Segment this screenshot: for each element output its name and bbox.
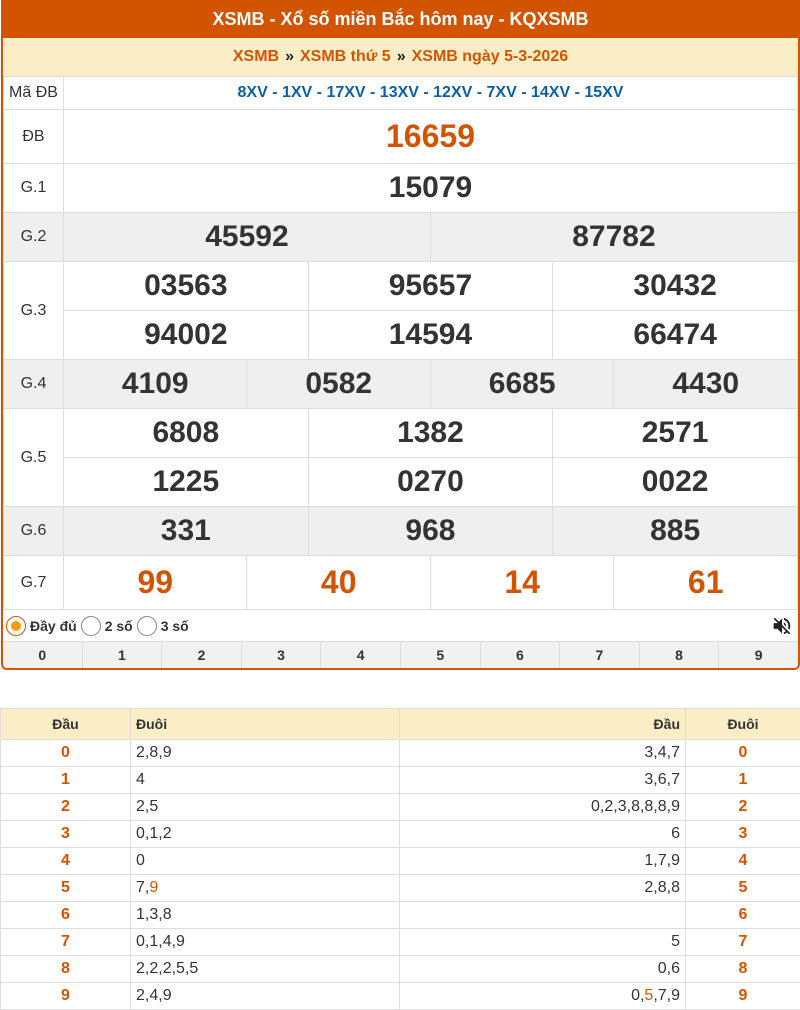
page-title: XSMB - Xổ số miền Bắc hôm nay - KQXSMB [3,0,798,38]
loto-header-duoi: Đuôi [686,709,800,740]
prize-number: 14594 [308,311,553,360]
loto-duoi: 5 [686,875,800,902]
prize-row-g1 [4,164,798,213]
loto-duoi-values [131,875,400,902]
loto-dau-values: 5 [400,929,686,956]
prize-number: 87782 [430,213,797,262]
loto-dau-values: 6 [400,821,686,848]
prize-row-g4 [4,360,798,409]
prize-number: 14 [430,556,613,610]
digit-filter-0[interactable]: 0 [3,642,83,669]
prize-number: 331 [64,507,309,556]
prize-number: 99 [64,556,247,610]
breadcrumb-link-date[interactable]: XSMB ngày 5-3-2026 [411,48,569,65]
loto-duoi-values: 0,1,4,9 [131,929,400,956]
digit-filter-2[interactable]: 2 [162,642,242,669]
prize-row-g5b [4,458,798,507]
prize-label: G.1 [4,164,64,213]
lottery-result-box [1,0,800,670]
prize-number: 66474 [553,311,798,360]
special-code-row [4,77,798,110]
digit-filter-3[interactable]: 3 [242,642,322,669]
loto-header-row [1,709,800,740]
prize-row-g5 [4,409,798,458]
breadcrumb-link-xsmb[interactable]: XSMB [232,48,280,65]
prize-label: G.5 [4,409,64,507]
loto-duoi: 4 [686,848,800,875]
loto-header-duoi: Đuôi [131,709,400,740]
prize-number: 0270 [308,458,553,507]
radio-3-digits[interactable] [137,616,189,636]
prize-number: 61 [614,556,798,610]
number-part: 7, [136,879,150,896]
loto-duoi-values: 2,8,9 [131,740,400,767]
prize-number: 40 [247,556,430,610]
prize-number: 45592 [64,213,431,262]
digit-filter-6[interactable]: 6 [481,642,561,669]
loto-dau: 8 [1,956,131,983]
highlighted-number: 5 [644,987,654,1004]
loto-header-dau: Đầu [1,709,131,740]
prize-number: 94002 [64,311,309,360]
loto-row [1,821,800,848]
loto-dau-values: 0,2,3,8,8,8,9 [400,794,686,821]
prize-number: 4430 [614,360,798,409]
number-part: 0, [631,987,645,1004]
prize-label: G.7 [4,556,64,610]
breadcrumb-link-thu5[interactable]: XSMB thứ 5 [300,48,391,65]
digit-filter-7[interactable]: 7 [560,642,640,669]
display-options-bar [3,610,798,642]
prize-number: 0022 [553,458,798,507]
prize-number: 03563 [64,262,309,311]
loto-duoi: 2 [686,794,800,821]
loto-row [1,983,800,1010]
prize-label: G.2 [4,213,64,262]
loto-dau-values: 3,6,7 [400,767,686,794]
prize-number: 1225 [64,458,309,507]
loto-dau: 7 [1,929,131,956]
radio-full[interactable] [6,616,77,636]
radio-full-circle[interactable] [6,616,26,636]
loto-row [1,794,800,821]
loto-duoi: 0 [686,740,800,767]
prize-number: 30432 [553,262,798,311]
breadcrumb-separator: » [285,48,294,65]
loto-row [1,929,800,956]
radio-3-digits-label: 3 số [160,617,189,634]
prize-number: 4109 [64,360,247,409]
loto-duoi-values: 1,3,8 [131,902,400,929]
prize-number: 885 [553,507,798,556]
prize-label: G.4 [4,360,64,409]
prize-row-db [4,110,798,164]
loto-duoi-values: 0 [131,848,400,875]
prize-number: 6808 [64,409,309,458]
loto-dau-values [400,983,686,1010]
loto-dau: 0 [1,740,131,767]
loto-duoi: 9 [686,983,800,1010]
loto-dau: 2 [1,794,131,821]
loto-duoi-values: 4 [131,767,400,794]
radio-2-digits-label: 2 số [104,617,133,634]
special-code-label: Mã ĐB [4,77,64,110]
digit-filter-8[interactable]: 8 [640,642,720,669]
loto-dau: 3 [1,821,131,848]
loto-duoi-values: 2,2,2,5,5 [131,956,400,983]
prize-label: G.6 [4,507,64,556]
special-code-value: 8XV - 1XV - 17XV - 13XV - 12XV - 7XV - 14XV - 15XV [64,77,798,110]
radio-3-digits-circle[interactable] [137,616,157,636]
special-prize-number: 16659 [64,110,798,164]
prize-number: 2571 [553,409,798,458]
loto-duoi: 3 [686,821,800,848]
loto-dau-values [400,902,686,929]
prize-number: 0582 [247,360,430,409]
highlighted-number: 9 [149,879,159,896]
loto-dau-values: 2,8,8 [400,875,686,902]
loto-duoi: 1 [686,767,800,794]
prize-number: 15079 [64,164,798,213]
loto-row [1,956,800,983]
digit-filter-1[interactable]: 1 [83,642,163,669]
loto-dau-values: 1,7,9 [400,848,686,875]
breadcrumb [3,38,798,76]
prize-row-g3 [4,262,798,311]
radio-2-digits[interactable] [81,616,133,636]
loto-duoi-values: 2,4,9 [131,983,400,1010]
loto-row [1,767,800,794]
volume-mute-icon[interactable] [769,613,795,639]
loto-duoi: 6 [686,902,800,929]
number-part: ,7,9 [653,987,680,1004]
digit-filter-5[interactable]: 5 [401,642,481,669]
loto-header-dau: Đầu [400,709,686,740]
prize-label: ĐB [4,110,64,164]
prize-row-g3b [4,311,798,360]
loto-head-tail-table [0,708,800,1010]
loto-dau: 6 [1,902,131,929]
radio-2-digits-circle[interactable] [81,616,101,636]
loto-dau: 1 [1,767,131,794]
loto-row [1,740,800,767]
loto-row [1,902,800,929]
prize-row-g6 [4,507,798,556]
breadcrumb-separator: » [396,48,406,65]
prize-label: G.3 [4,262,64,360]
loto-dau-values: 0,6 [400,956,686,983]
digit-filter-bar [3,642,798,669]
prize-number: 1382 [308,409,553,458]
loto-dau: 4 [1,848,131,875]
prize-number: 95657 [308,262,553,311]
prize-number: 6685 [430,360,613,409]
digit-filter-9[interactable]: 9 [719,642,798,669]
digit-filter-4[interactable]: 4 [321,642,401,669]
loto-duoi-values: 2,5 [131,794,400,821]
loto-row [1,848,800,875]
loto-duoi: 8 [686,956,800,983]
loto-dau: 9 [1,983,131,1010]
loto-dau-values: 3,4,7 [400,740,686,767]
radio-full-label: Đầy đủ [30,617,77,634]
prize-row-g7 [4,556,798,610]
loto-duoi-values: 0,1,2 [131,821,400,848]
loto-duoi: 7 [686,929,800,956]
loto-row [1,875,800,902]
prize-row-g2 [4,213,798,262]
loto-dau: 5 [1,875,131,902]
results-table [3,76,798,610]
prize-number: 968 [308,507,553,556]
